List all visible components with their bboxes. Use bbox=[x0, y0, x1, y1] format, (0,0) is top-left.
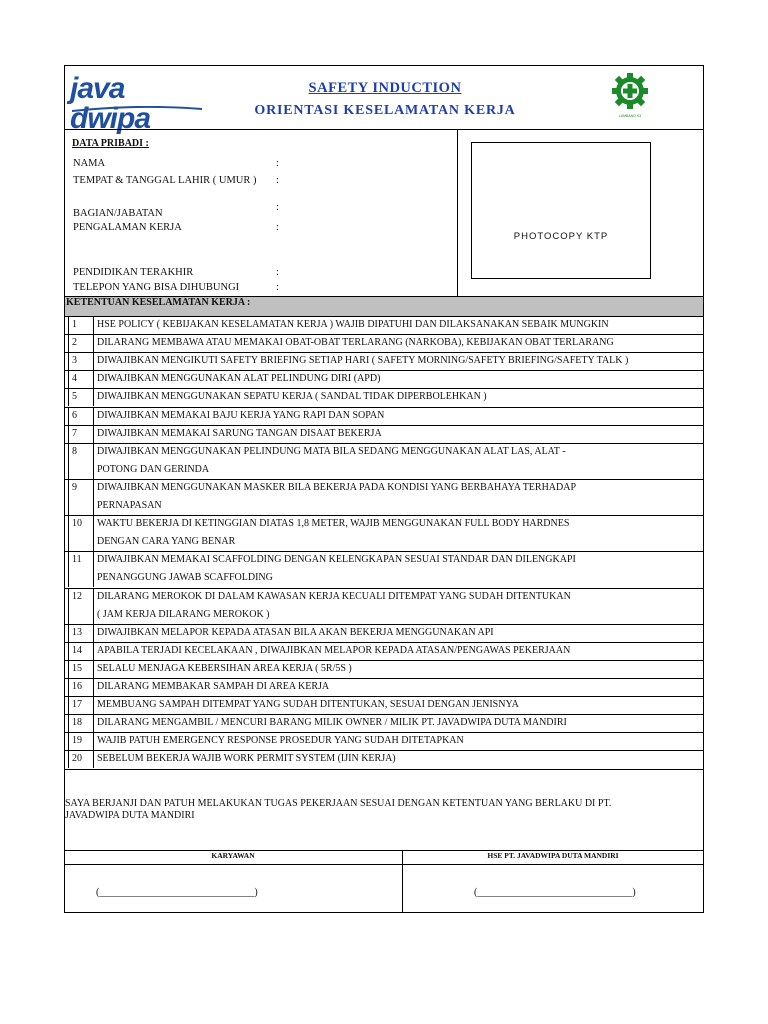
field-colon: : bbox=[276, 158, 279, 169]
divider bbox=[68, 407, 69, 425]
rule-text: WAKTU BEKERJA DI KETINGGIAN DIATAS 1,8 METER, WAJIB MENGGUNAKAN FULL BODY HARDNES bbox=[97, 518, 570, 530]
rule-text: DENGAN CARA YANG BENAR bbox=[97, 536, 236, 548]
divider bbox=[457, 129, 458, 296]
emblem-caption: LAMBANG K3 bbox=[618, 114, 642, 118]
divider bbox=[93, 515, 94, 551]
rule-number: 17 bbox=[72, 699, 82, 711]
photo-ktp-label: PHOTOCOPY KTP bbox=[513, 231, 609, 242]
divider bbox=[64, 479, 704, 480]
rule-number: 14 bbox=[72, 644, 82, 656]
rule-number: 13 bbox=[72, 626, 82, 638]
divider bbox=[64, 864, 704, 865]
divider bbox=[68, 696, 69, 714]
divider bbox=[64, 388, 704, 389]
rule-number: 5 bbox=[72, 391, 77, 403]
divider bbox=[93, 732, 94, 750]
rule-text: DIWAJIBKAN MEMAKAI SARUNG TANGAN DISAAT BEKERJA bbox=[97, 427, 382, 439]
divider bbox=[93, 334, 94, 352]
rule-text: DIWAJIBKAN MEMAKAI BAJU KERJA YANG RAPI DAN SOPAN bbox=[97, 409, 385, 421]
personal-data-heading: DATA PRIBADI : bbox=[72, 138, 149, 149]
rule-text: DILARANG MEROKOK DI DALAM KAWASAN KERJA KECUALI DITEMPAT YANG SUDAH DITENTUKAN bbox=[97, 590, 571, 602]
divider bbox=[68, 678, 69, 696]
divider bbox=[93, 443, 94, 479]
rule-text: DIWAJIBKAN MEMAKAI SCAFFOLDING DENGAN KELENGKAPAN SESUAI STANDAR DAN DILENGKAPI bbox=[97, 554, 576, 566]
company-logo bbox=[70, 72, 210, 135]
rule-text: POTONG DAN GERINDA bbox=[97, 463, 210, 475]
rule-text: DILARANG MENGAMBIL / MENCURI BARANG MILIK OWNER / MILIK PT. JAVADWIPA DUTA MANDIRI bbox=[97, 717, 567, 729]
divider bbox=[64, 129, 704, 130]
divider bbox=[68, 425, 69, 443]
divider bbox=[64, 678, 704, 679]
rule-number: 1 bbox=[72, 319, 77, 330]
divider bbox=[64, 334, 704, 335]
divider bbox=[68, 479, 69, 515]
divider bbox=[93, 696, 94, 714]
rule-number: 19 bbox=[72, 735, 82, 747]
photo-ktp-box bbox=[471, 142, 651, 279]
field-colon: : bbox=[276, 202, 279, 213]
divider bbox=[68, 443, 69, 479]
divider bbox=[68, 334, 69, 352]
rule-text: DIWAJIBKAN MENGIKUTI SAFETY BRIEFING SETIAP HARI ( SAFETY MORNING/SAFETY BRIEFING/SAFETY TALK ) bbox=[97, 355, 629, 367]
rule-number: 7 bbox=[72, 427, 77, 439]
rule-number: 2 bbox=[72, 337, 77, 349]
divider bbox=[64, 696, 704, 697]
rule-text: SELALU MENJAGA KEBERSIHAN AREA KERJA ( 5R/5S ) bbox=[97, 662, 352, 674]
divider bbox=[64, 443, 704, 444]
employee-signature-line[interactable]: (_______________________________) bbox=[96, 887, 258, 898]
rule-number: 9 bbox=[72, 481, 77, 493]
divider bbox=[93, 425, 94, 443]
statement-line1: SAYA BERJANJI DAN PATUH MELAKUKAN TUGAS PEKERJAAN SESUAI DENGAN KETENTUAN YANG BERLAKU DI PT. bbox=[65, 798, 612, 809]
form-title: SAFETY INDUCTION bbox=[308, 80, 462, 96]
field-colon: : bbox=[276, 282, 279, 293]
k3-safety-emblem bbox=[610, 70, 650, 126]
rule-text: MEMBUANG SAMPAH DITEMPAT YANG SUDAH DITENTUKAN, SESUAI DENGAN JENISNYA bbox=[97, 699, 519, 711]
divider bbox=[93, 642, 94, 660]
rule-text: SEBELUM BEKERJA WAJIB WORK PERMIT SYSTEM (IJIN KERJA) bbox=[97, 753, 396, 765]
divider bbox=[93, 407, 94, 425]
divider bbox=[68, 388, 69, 406]
divider bbox=[68, 515, 69, 551]
field-colon: : bbox=[276, 222, 279, 233]
statement-line2: JAVADWIPA DUTA MANDIRI bbox=[65, 810, 195, 821]
rule-number: 4 bbox=[72, 373, 77, 385]
rule-text: ( JAM KERJA DILARANG MEROKOK ) bbox=[97, 608, 270, 620]
divider bbox=[64, 316, 704, 317]
divider bbox=[64, 352, 704, 353]
rule-text: DIWAJIBKAN MELAPOR KEPADA ATASAN BILA AKAN BEKERJA MENGGUNAKAN API bbox=[97, 626, 494, 638]
divider bbox=[68, 642, 69, 660]
rule-text: HSE POLICY ( KEBIJAKAN KESELAMATAN KERJA ) WAJIB DIPATUHI DAN DILAKSANAKAN SEBAIK MUNGKIN bbox=[97, 319, 609, 330]
divider bbox=[68, 750, 69, 768]
divider bbox=[68, 370, 69, 388]
form-subtitle: ORIENTASI KESELAMATAN KERJA bbox=[254, 103, 516, 118]
divider bbox=[93, 551, 94, 587]
divider bbox=[64, 425, 704, 426]
rule-text: WAJIB PATUH EMERGENCY RESPONSE PROSEDUR YANG SUDAH DITETAPKAN bbox=[97, 735, 464, 747]
divider bbox=[64, 515, 704, 516]
rule-number: 10 bbox=[72, 518, 82, 530]
divider bbox=[93, 588, 94, 624]
divider bbox=[64, 714, 704, 715]
divider bbox=[93, 624, 94, 642]
divider bbox=[64, 769, 704, 770]
rule-text: DILARANG MEMBAWA ATAU MEMAKAI OBAT-OBAT TERLARANG (NARKOBA), KEBIJAKAN OBAT TERLARANG bbox=[97, 337, 614, 349]
rule-number: 15 bbox=[72, 662, 82, 674]
field-label-education: PENDIDIKAN TERAKHIR bbox=[73, 267, 194, 278]
divider bbox=[93, 479, 94, 515]
divider bbox=[64, 551, 704, 552]
divider bbox=[93, 316, 94, 334]
divider bbox=[68, 714, 69, 732]
divider bbox=[68, 588, 69, 624]
rule-number: 18 bbox=[72, 717, 82, 729]
divider bbox=[68, 316, 69, 334]
divider bbox=[64, 407, 704, 408]
rule-number: 16 bbox=[72, 681, 82, 692]
divider bbox=[93, 388, 94, 406]
hse-signature-line[interactable]: (_______________________________) bbox=[474, 887, 636, 898]
logo-wordmark: java dwipa bbox=[70, 72, 151, 135]
rule-text: DIWAJIBKAN MENGGUNAKAN PELINDUNG MATA BILA SEDANG MENGGUNAKAN ALAT LAS, ALAT - bbox=[97, 445, 566, 457]
field-label-birth: TEMPAT & TANGGAL LAHIR ( UMUR ) bbox=[73, 175, 257, 186]
divider bbox=[93, 352, 94, 370]
divider bbox=[64, 588, 704, 589]
divider bbox=[93, 714, 94, 732]
rules-heading: KETENTUAN KESELAMATAN KERJA : bbox=[66, 297, 251, 308]
rule-text: DILARANG MEMBAKAR SAMPAH DI AREA KERJA bbox=[97, 681, 330, 692]
employee-signature-label: KARYAWAN bbox=[211, 851, 255, 860]
rule-text: APABILA TERJADI KECELAKAAN , DIWAJIBKAN MELAPOR KEPADA ATASAN/PENGAWAS PEKERJAAN bbox=[97, 644, 571, 656]
divider bbox=[68, 732, 69, 750]
field-colon: : bbox=[276, 175, 279, 186]
divider bbox=[68, 624, 69, 642]
divider bbox=[64, 732, 704, 733]
divider bbox=[64, 660, 704, 661]
field-label-experience: PENGALAMAN KERJA bbox=[73, 222, 182, 233]
divider bbox=[93, 750, 94, 768]
divider bbox=[68, 551, 69, 587]
divider bbox=[93, 678, 94, 696]
rule-text: PENANGGUNG JAWAB SCAFFOLDING bbox=[97, 572, 273, 584]
divider bbox=[68, 660, 69, 678]
gear-cross-icon bbox=[610, 70, 650, 112]
field-label-position: BAGIAN/JABATAN bbox=[73, 208, 163, 219]
rule-number: 20 bbox=[72, 753, 82, 765]
rule-text: DIWAJIBKAN MENGGUNAKAN MASKER BILA BEKERJA PADA KONDISI YANG BERBAHAYA TERHADAP bbox=[97, 481, 577, 493]
field-colon: : bbox=[276, 267, 279, 278]
rule-number: 3 bbox=[72, 355, 77, 367]
rule-text: DIWAJIBKAN MENGGUNAKAN ALAT PELINDUNG DIRI (APD) bbox=[97, 373, 381, 385]
rule-number: 8 bbox=[72, 445, 77, 457]
hse-signature-label: HSE PT. JAVADWIPA DUTA MANDIRI bbox=[487, 851, 619, 860]
rule-number: 6 bbox=[72, 409, 77, 421]
divider bbox=[93, 660, 94, 678]
rule-number: 12 bbox=[72, 590, 82, 602]
rule-number: 11 bbox=[72, 554, 82, 566]
field-label-phone: TELEPON YANG BISA DIHUBUNGI bbox=[73, 282, 240, 293]
divider bbox=[93, 370, 94, 388]
rule-text: DIWAJIBKAN MENGGUNAKAN SEPATU KERJA ( SANDAL TIDAK DIPERBOLEHKAN ) bbox=[97, 391, 487, 403]
field-label-name: NAMA bbox=[73, 158, 106, 169]
divider bbox=[68, 352, 69, 370]
logo-swoosh-icon bbox=[72, 106, 202, 112]
divider bbox=[64, 624, 704, 625]
divider bbox=[64, 642, 704, 643]
rule-text: PERNAPASAN bbox=[97, 500, 162, 511]
divider bbox=[64, 750, 704, 751]
divider bbox=[64, 370, 704, 371]
